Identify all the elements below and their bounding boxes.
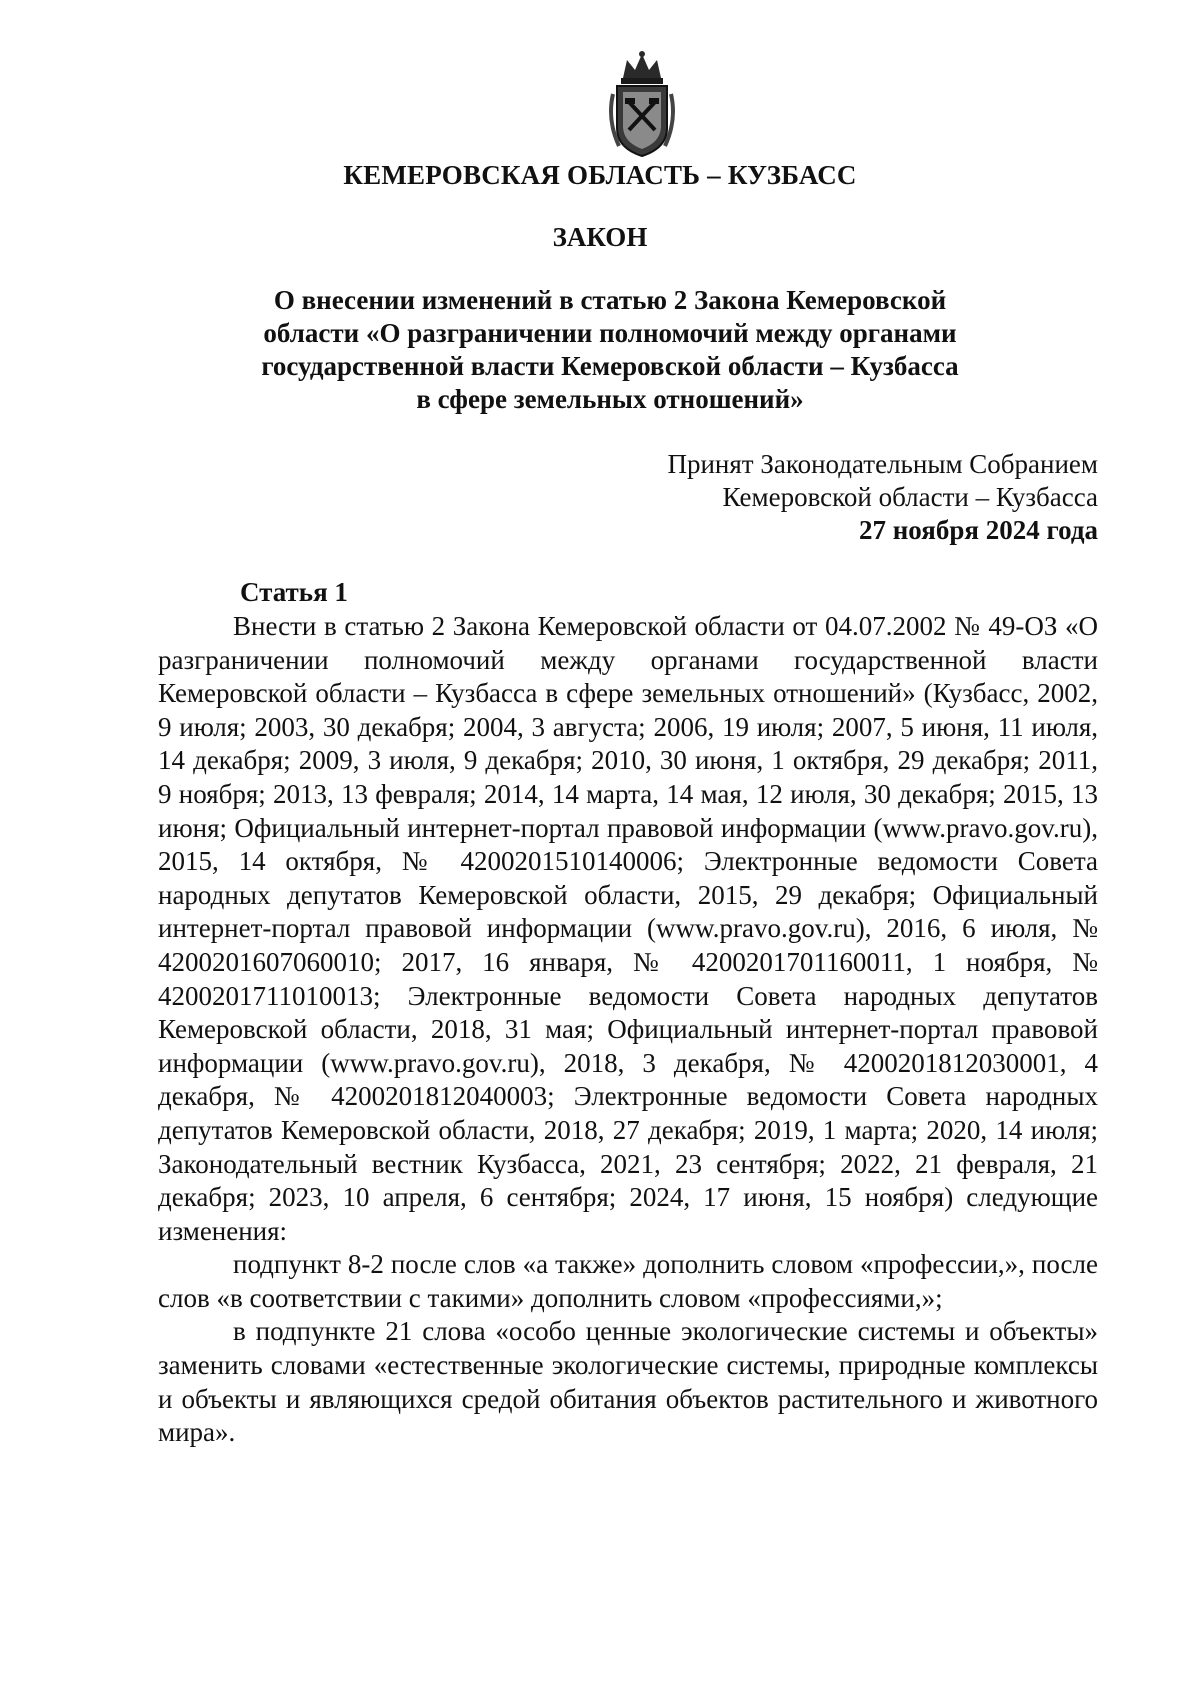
adoption-date: 27 ноября 2024 года [859, 515, 1098, 545]
article-paragraph: в подпункте 21 слова «особо ценные экологические системы и объекты» заменить словами «естественные экологические системы, природные комплексы и объекты и являющихся средой обитания объектов растительного и животного мира». [158, 1316, 1098, 1448]
law-title-line: области «О разграничении полномочий между органами [263, 318, 957, 348]
law-title [240, 284, 980, 416]
law-title-line: государственной власти Кемеровской области – Кузбасса [261, 351, 959, 381]
article-paragraph: подпункт 8-2 после слов «а также» дополнить словом «профессии,», после слов «в соответствии с такими» дополнить словом «профессиями,»; [158, 1249, 1098, 1313]
law-title-line: в сфере земельных отношений» [416, 384, 804, 414]
article-body [158, 610, 1098, 1450]
region-name: КЕМЕРОВСКАЯ ОБЛАСТЬ – КУЗБАСС [343, 160, 857, 190]
adoption-line: Принят Законодательным Собранием [667, 449, 1098, 479]
adoption-line: Кемеровской области – Кузбасса [722, 482, 1098, 512]
coat-of-arms-icon [605, 50, 679, 162]
article-paragraph: Внести в статью 2 Закона Кемеровской области от 04.07.2002 № 49-ОЗ «О разграничении полномочий между органами государственной власти Кемеровской области – Кузбасса в сфере земельных отношений» (Кузбасс, 2002, 9 июля; 2003, 30 декабря; 2004, 3 августа; 2006, 19 июля; 2007, 5 июня, 11 июля, 14 декабря; 2009, 3 июля, 9 декабря; 2010, 30 июня, 1 октября, 29 декабря; 2011, 9 ноября; 2013, 13 февраля; 2014, 14 марта, 14 мая, 12 июля, 30 декабря; 2015, 13 июня; Официальный интернет-портал правовой информации (www.pravo.gov.ru), 2015, 14 октября, № 4200201510140006; Электронные ведомости Совета народных депутатов Кемеровской области, 2015, 29 декабря; Официальный интернет-портал правовой информации (www.pravo.gov.ru), 2016, 6 июля, № 4200201607060010; 2017, 16 января, № 4200201701160011, 1 ноября, № 4200201711010013; Электронные ведомости Совета народных депутатов Кемеровской области, 2018, 31 мая; Официальный интернет-портал правовой информации (www.pravo.gov.ru), 2018, 3 декабря, № 4200201812030001, 4 декабря, № 4200201812040003; Электронные ведомости Совета народных депутатов Кемеровской области, 2018, 27 декабря; 2019, 1 марта; 2020, 14 июля; Законодательный вестник Кузбасса, 2021, 23 сентября; 2022, 21 февраля, 21 декабря; 2023, 10 апреля, 6 сентября; 2024, 17 июня, 15 ноября) следующие изменения: [158, 611, 1098, 1246]
law-title-line: О внесении изменений в статью 2 Закона Кемеровской [273, 285, 947, 315]
adoption-block [578, 448, 1098, 547]
article-heading: Статья 1 [240, 577, 348, 607]
document-type: ЗАКОН [552, 222, 648, 252]
